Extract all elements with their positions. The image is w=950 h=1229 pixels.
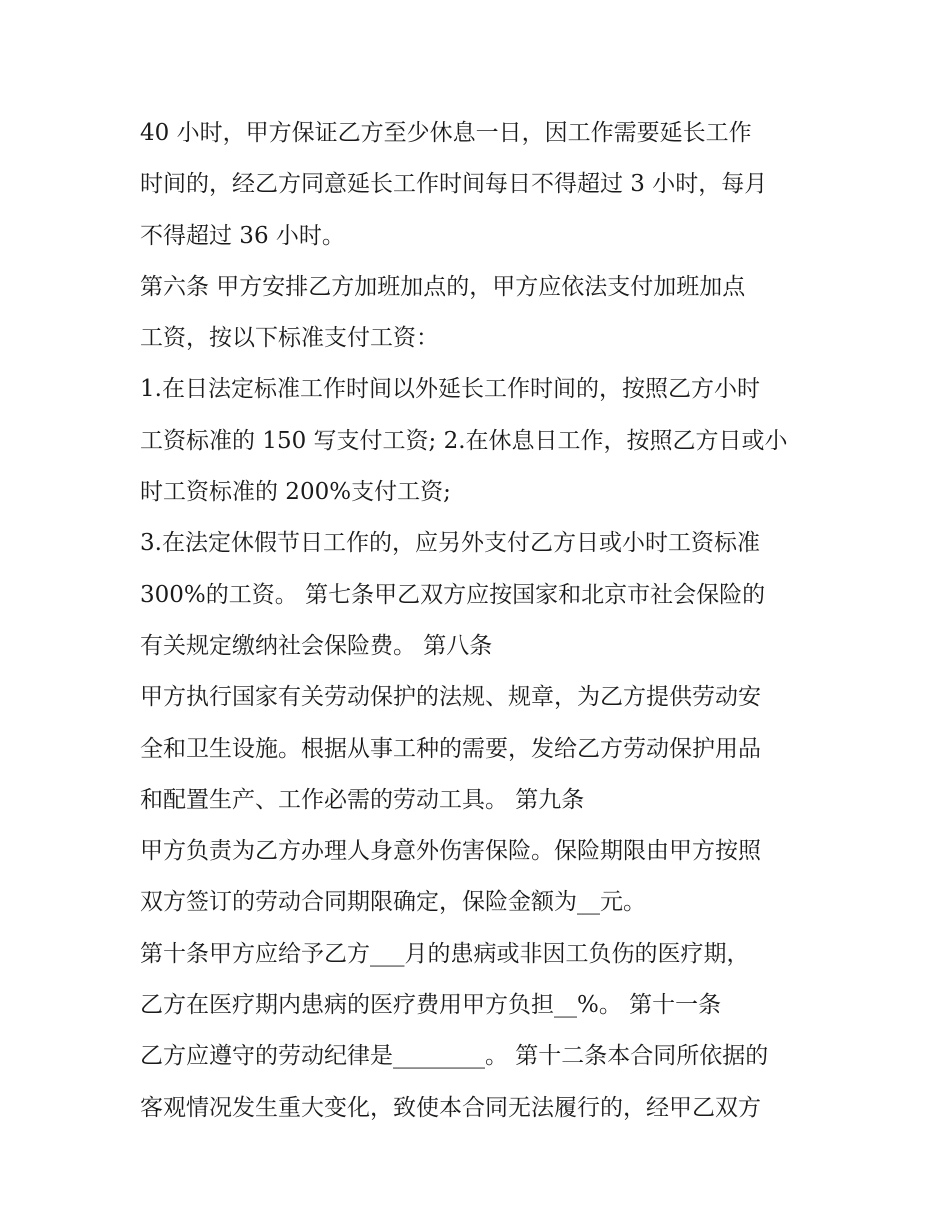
text-line: 有关规定缴纳社会保险费。 第八条 bbox=[140, 632, 493, 659]
text-line: 客观情况发生重大变化，致使本合同无法履行的，经甲乙双方 bbox=[140, 1094, 761, 1121]
text-line: 甲方执行国家有关劳动保护的法规、规章，为乙方提供劳动安 bbox=[140, 684, 761, 711]
text-line: 工资，按以下标准支付工资： bbox=[140, 325, 439, 352]
text-line: 双方签订的劳动合同期限确定，保险金额为__元。 bbox=[140, 889, 646, 916]
text-line: 工资标准的 150 写支付工资; 2.在休息日工作，按照乙方日或小 bbox=[140, 427, 788, 454]
text-line: 不得超过 36 小时。 bbox=[140, 222, 345, 249]
text-line: 时间的，经乙方同意延长工作时间每日不得超过 3 小时，每月 bbox=[140, 171, 768, 198]
text-line: 和配置生产、工作必需的劳动工具。 第九条 bbox=[140, 786, 585, 813]
text-line: 乙方在医疗期内患病的医疗费用甲方负担__%。 第十一条 bbox=[140, 992, 722, 1019]
document-body bbox=[140, 108, 820, 1134]
text-line: 第六条 甲方安排乙方加班加点的，甲方应依法支付加班加点 bbox=[140, 273, 746, 300]
text-line: 300%的工资。 第七条甲乙双方应按国家和北京市社会保险的 bbox=[140, 581, 766, 608]
text-line: 时工资标准的 200%支付工资; bbox=[140, 479, 451, 506]
text-line: 40 小时，甲方保证乙方至少休息一日，因工作需要延长工作 bbox=[140, 120, 752, 146]
text-line: 乙方应遵守的劳动纪律是________。 第十二条本合同所依据的 bbox=[140, 1043, 769, 1070]
text-line: 全和卫生设施。根据从事工种的需要，发给乙方劳动保护用品 bbox=[140, 735, 761, 762]
text-line: 1.在日法定标准工作时间以外延长工作时间的，按照乙方小时 bbox=[140, 376, 760, 403]
text-line: 3.在法定休假节日工作的，应另外支付乙方日或小时工资标准 bbox=[140, 530, 760, 557]
text-line: 甲方负责为乙方办理人身意外伤害保险。保险期限由甲方按照 bbox=[140, 838, 761, 865]
text-line: 第十条甲方应给予乙方___月的患病或非因工负伤的医疗期， bbox=[140, 940, 750, 967]
